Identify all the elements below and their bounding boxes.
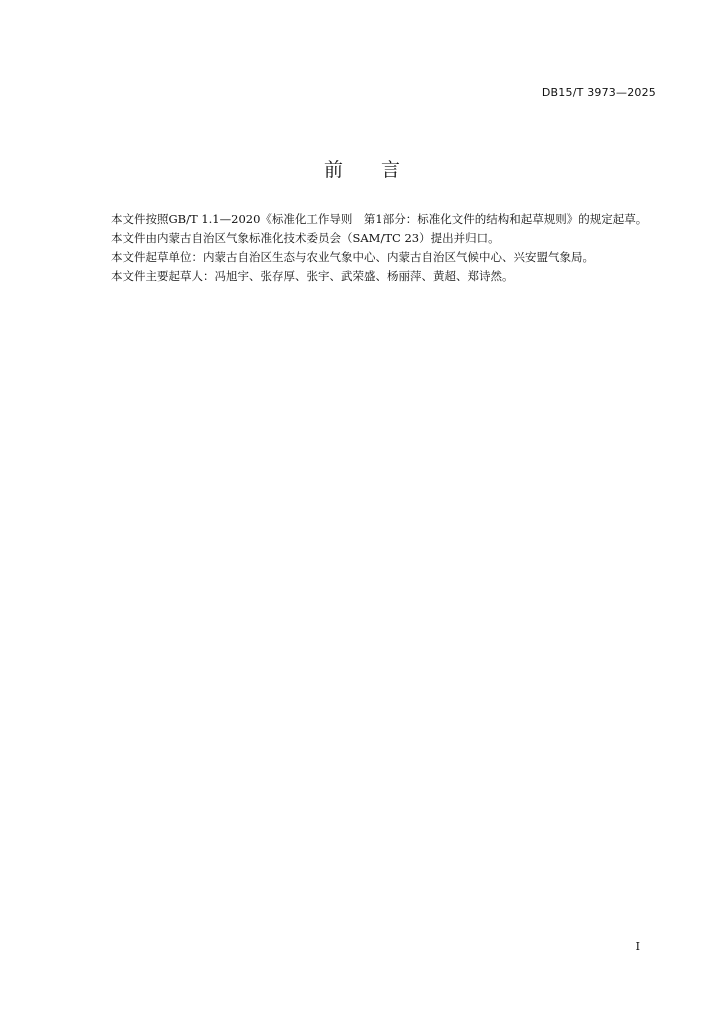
foreword-paragraph-drafting-rules: 本文件按照GB/T 1.1—2020《标准化工作导则 第1部分：标准化文件的结构和起草规则》的规定起草。 (111, 212, 648, 226)
foreword-paragraph-drafting-units: 本文件起草单位：内蒙古自治区生态与农业气象中心、内蒙古自治区气候中心、兴安盟气象局。 (111, 250, 594, 264)
foreword-body (88, 210, 656, 286)
standard-code: DB15/T 3973—2025 (541, 86, 656, 99)
page-title (0, 155, 724, 182)
foreword-paragraph-proposer: 本文件由内蒙古自治区气象标准化技术委员会（SAM/TC 23）提出并归口。 (111, 231, 500, 245)
page-number: I (635, 940, 640, 953)
title-char-2: 言 (381, 159, 401, 181)
foreword-paragraph-drafters: 本文件主要起草人：冯旭宇、张存厚、张宇、武荣盛、杨丽萍、黄超、郑诗然。 (111, 269, 514, 283)
title-char-1: 前 (323, 159, 343, 181)
